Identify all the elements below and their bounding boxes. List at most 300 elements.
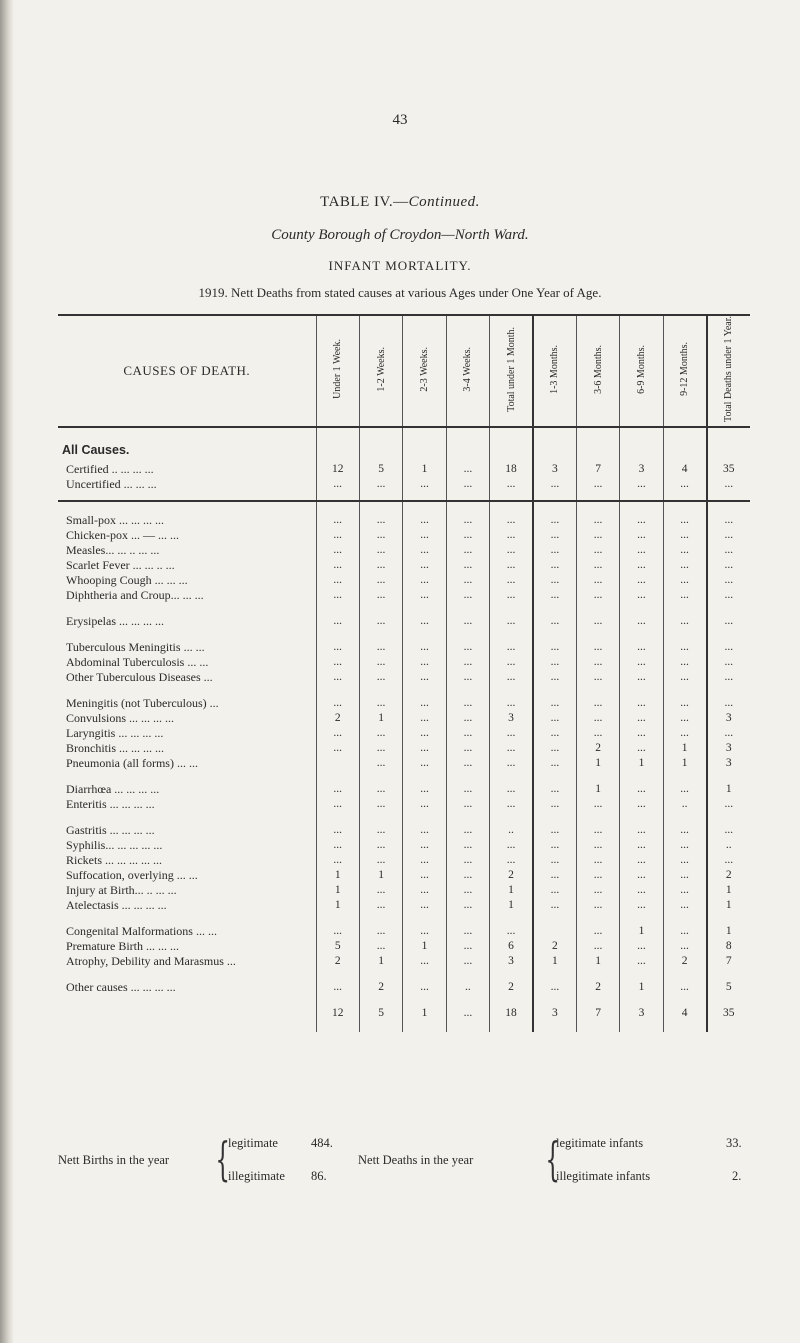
table-row [58, 655, 750, 670]
value-cell: 2 [576, 980, 619, 995]
table-row [58, 670, 750, 685]
value-cell: ... [490, 838, 533, 853]
cause-label: Premature Birth ... ... ... [66, 938, 179, 953]
value-cell: ... [576, 883, 619, 898]
value-cell: ... [707, 640, 750, 655]
table-row [58, 543, 750, 558]
value-cell: ... [403, 726, 446, 741]
cause-label: Syphilis... ... ... ... ... [66, 837, 163, 852]
value-cell: 1 [533, 954, 576, 969]
value-cell: ... [663, 558, 706, 573]
value-cell: ... [620, 528, 663, 543]
value-cell: ... [490, 640, 533, 655]
page-number: 43 [392, 112, 408, 128]
table-note: 1919. Nett Deaths from stated causes at various Ages under One Year of Age. [198, 285, 602, 300]
value-cell: ... [490, 853, 533, 868]
illegitimate-births-label: illegitimate [228, 1169, 285, 1183]
value-cell: ... [663, 640, 706, 655]
value-cell: ... [490, 558, 533, 573]
value-cell: 5 [707, 980, 750, 995]
value-cell: 1 [576, 954, 619, 969]
value-cell: ... [403, 980, 446, 995]
value-cell: ... [576, 924, 619, 939]
value-cell: 1 [490, 898, 533, 913]
section-divider [58, 492, 750, 501]
cause-label: Scarlet Fever ... ... .. ... [66, 557, 175, 572]
cause-label: Gastritis ... ... ... ... [66, 822, 155, 837]
value-cell: ... [707, 573, 750, 588]
value-cell: ... [707, 726, 750, 741]
value-cell: 1 [316, 883, 359, 898]
value-cell: ... [403, 711, 446, 726]
value-cell: 1 [359, 711, 402, 726]
spacer-row [58, 812, 750, 823]
value-cell: ... [620, 823, 663, 838]
value-cell: ... [446, 756, 489, 771]
spacer-row [58, 969, 750, 980]
table-title [0, 194, 800, 211]
value-cell: ... [576, 573, 619, 588]
cause-label: Laryngitis ... ... ... ... [66, 725, 164, 740]
value-cell: ... [446, 868, 489, 883]
spacer-row [58, 995, 750, 1006]
table-row [58, 939, 750, 954]
value-cell: ... [533, 558, 576, 573]
value-cell: 1 [576, 782, 619, 797]
table-row [58, 640, 750, 655]
table-row [58, 528, 750, 543]
value-cell: ... [620, 898, 663, 913]
cause-label: Congenital Malformations ... ... [66, 923, 217, 938]
cause-label: Measles... ... .. ... ... [66, 542, 160, 557]
cause-label: Erysipelas ... ... ... ... [66, 613, 164, 628]
value-cell: 18 [490, 1006, 533, 1021]
value-cell: ... [446, 711, 489, 726]
value-cell: ... [533, 883, 576, 898]
table-row [58, 782, 750, 797]
value-cell: 3 [490, 954, 533, 969]
value-cell: ... [663, 726, 706, 741]
value-cell: ... [707, 696, 750, 711]
value-cell: ... [663, 588, 706, 603]
value-cell: ... [316, 726, 359, 741]
value-cell: ... [446, 823, 489, 838]
illegitimate-infant-deaths-value: 2. [732, 1169, 742, 1183]
column-header-age: 2-3 Weeks. [403, 315, 446, 427]
table-row [58, 726, 750, 741]
value-cell: ... [403, 838, 446, 853]
table-row [58, 756, 750, 771]
table-row [58, 513, 750, 528]
value-cell: ... [620, 573, 663, 588]
value-cell: 12 [316, 462, 359, 477]
value-cell: ... [663, 528, 706, 543]
value-cell: ... [620, 655, 663, 670]
value-cell: ... [663, 696, 706, 711]
value-cell: ... [533, 696, 576, 711]
value-cell: ... [316, 670, 359, 685]
illegitimate-infant-deaths-label: illegitimate infants [556, 1169, 651, 1183]
value-cell: ... [490, 573, 533, 588]
value-cell: ... [533, 823, 576, 838]
value-cell: ... [576, 640, 619, 655]
value-cell: ... [403, 696, 446, 711]
value-cell: ... [707, 543, 750, 558]
value-cell: 1 [403, 1006, 446, 1021]
value-cell: ... [446, 573, 489, 588]
value-cell: ... [359, 741, 402, 756]
cause-label: Small-pox ... ... ... ... [66, 512, 164, 527]
value-cell: 1 [663, 741, 706, 756]
value-cell: 2 [316, 954, 359, 969]
value-cell: ... [359, 558, 402, 573]
value-cell: ... [533, 513, 576, 528]
value-cell: 5 [316, 939, 359, 954]
value-cell: ... [663, 823, 706, 838]
value-cell: ... [663, 614, 706, 629]
value-cell: 4 [663, 462, 706, 477]
value-cell: ... [446, 462, 489, 477]
value-cell: ... [316, 477, 359, 492]
value-cell: ... [533, 838, 576, 853]
column-header-age: Under 1 Week. [316, 315, 359, 427]
value-cell: ... [533, 756, 576, 771]
births-deaths-summary [58, 1132, 758, 1186]
value-cell: ... [490, 726, 533, 741]
value-cell: ... [490, 924, 533, 939]
value-cell: ... [620, 797, 663, 812]
value-cell: 1 [359, 868, 402, 883]
column-header-age: 3-6 Months. [576, 315, 619, 427]
value-cell: ... [576, 696, 619, 711]
brace-icon: { [545, 1132, 560, 1186]
value-cell: ... [707, 853, 750, 868]
value-cell: 18 [490, 462, 533, 477]
table-heading: INFANT MORTALITY. [328, 258, 472, 273]
spacer-row [58, 913, 750, 924]
cause-label: Suffocation, overlying ... ... [66, 867, 198, 882]
value-cell: ... [576, 655, 619, 670]
table-row [58, 462, 750, 477]
value-cell: ... [533, 782, 576, 797]
value-cell: .. [446, 980, 489, 995]
legitimate-infant-deaths-value: 33. [726, 1136, 742, 1150]
value-cell: ... [316, 797, 359, 812]
value-cell: ... [533, 614, 576, 629]
value-cell: ... [446, 838, 489, 853]
value-cell: .. [663, 797, 706, 812]
value-cell: 1 [620, 756, 663, 771]
value-cell: ... [446, 696, 489, 711]
value-cell: ... [359, 614, 402, 629]
value-cell: 2 [490, 868, 533, 883]
value-cell: 1 [707, 924, 750, 939]
totals-label [58, 1006, 316, 1021]
column-header-total: Total Deaths under 1 Year. [707, 315, 750, 427]
table-row [58, 588, 750, 603]
value-cell: ... [663, 573, 706, 588]
value-cell: ... [316, 528, 359, 543]
value-cell: ... [359, 853, 402, 868]
value-cell: 8 [707, 939, 750, 954]
value-cell: ... [316, 838, 359, 853]
value-cell: ... [663, 711, 706, 726]
cause-label: Atrophy, Debility and Marasmus ... [66, 953, 236, 968]
value-cell: ... [576, 543, 619, 558]
value-cell: ... [446, 782, 489, 797]
value-cell: 1 [707, 883, 750, 898]
value-cell: ... [533, 655, 576, 670]
value-cell: ... [576, 477, 619, 492]
value-cell: ... [620, 883, 663, 898]
value-cell: ... [663, 883, 706, 898]
value-cell: 7 [576, 1006, 619, 1021]
value-cell: ... [403, 782, 446, 797]
value-cell: ... [359, 670, 402, 685]
value-cell: ... [490, 670, 533, 685]
value-cell: ... [576, 823, 619, 838]
value-cell: ... [359, 696, 402, 711]
value-cell: ... [620, 513, 663, 528]
value-cell: 3 [707, 741, 750, 756]
table-row [58, 711, 750, 726]
legitimate-births-label: legitimate [228, 1136, 278, 1150]
value-cell: ... [359, 528, 402, 543]
value-cell: ... [446, 528, 489, 543]
value-cell: 1 [316, 868, 359, 883]
value-cell: 5 [359, 1006, 402, 1021]
births-label: Nett Births in the year [58, 1153, 170, 1167]
value-cell: ... [403, 924, 446, 939]
value-cell: ... [446, 614, 489, 629]
value-cell: ... [316, 543, 359, 558]
value-cell: ... [490, 696, 533, 711]
value-cell: ... [316, 696, 359, 711]
value-cell: ... [403, 614, 446, 629]
value-cell: ... [403, 543, 446, 558]
cause-label: Meningitis (not Tuberculous) ... [66, 695, 219, 710]
table-row [58, 477, 750, 492]
value-cell: ... [446, 853, 489, 868]
value-cell: ... [490, 513, 533, 528]
value-cell: ... [620, 868, 663, 883]
value-cell: ... [359, 588, 402, 603]
value-cell: ... [490, 477, 533, 492]
value-cell: 1 [316, 898, 359, 913]
value-cell: 3 [707, 756, 750, 771]
value-cell: ... [359, 823, 402, 838]
value-cell: 7 [576, 462, 619, 477]
value-cell: 6 [490, 939, 533, 954]
value-cell: ... [446, 655, 489, 670]
value-cell: ... [316, 853, 359, 868]
value-cell: ... [403, 477, 446, 492]
value-cell: 1 [490, 883, 533, 898]
value-cell: ... [403, 756, 446, 771]
brace-icon: { [215, 1132, 230, 1186]
table-row [58, 797, 750, 812]
section-label: All Causes. [62, 443, 130, 458]
value-cell: ... [359, 782, 402, 797]
legitimate-births-value: 484. [311, 1136, 333, 1150]
value-cell: 1 [620, 980, 663, 995]
value-cell: ... [620, 558, 663, 573]
value-cell: ... [359, 543, 402, 558]
value-cell: ... [446, 588, 489, 603]
table-row [58, 883, 750, 898]
value-cell: ... [707, 588, 750, 603]
value-cell: ... [576, 838, 619, 853]
table-row [58, 868, 750, 883]
value-cell: ... [663, 868, 706, 883]
table-subtitle: County Borough of Croydon—North Ward. [271, 227, 529, 243]
value-cell: 4 [663, 1006, 706, 1021]
value-cell: ... [446, 670, 489, 685]
value-cell: 3 [490, 711, 533, 726]
value-cell [316, 756, 359, 771]
value-cell: ... [316, 573, 359, 588]
value-cell: ... [620, 939, 663, 954]
value-cell: ... [663, 898, 706, 913]
value-cell: ... [359, 573, 402, 588]
value-cell: ... [316, 823, 359, 838]
value-cell: ... [359, 640, 402, 655]
table-row [58, 853, 750, 868]
value-cell: ... [403, 573, 446, 588]
value-cell: ... [490, 655, 533, 670]
value-cell: ... [403, 868, 446, 883]
value-cell: ... [490, 782, 533, 797]
cause-label: Bronchitis ... ... ... ... [66, 740, 164, 755]
legitimate-infant-deaths-label: legitimate infants [556, 1136, 644, 1150]
value-cell: ... [663, 782, 706, 797]
value-cell: ... [620, 588, 663, 603]
value-cell: ... [403, 898, 446, 913]
value-cell: 5 [359, 462, 402, 477]
value-cell: ... [620, 477, 663, 492]
value-cell: ... [707, 655, 750, 670]
table-row [58, 614, 750, 629]
value-cell: ... [359, 939, 402, 954]
value-cell: ... [490, 588, 533, 603]
value-cell: ... [316, 588, 359, 603]
deaths-label: Nett Deaths in the year [358, 1153, 474, 1167]
value-cell: 1 [403, 462, 446, 477]
infant-mortality-table-container [58, 314, 750, 1032]
value-cell: ... [316, 980, 359, 995]
value-cell: ... [316, 513, 359, 528]
value-cell: ... [316, 655, 359, 670]
table-title-prefix: TABLE IV.— [320, 194, 409, 210]
value-cell: ... [707, 558, 750, 573]
table-row [58, 924, 750, 939]
value-cell: ... [533, 528, 576, 543]
value-cell: ... [446, 513, 489, 528]
value-cell: ... [663, 655, 706, 670]
value-cell: ... [533, 898, 576, 913]
cause-label: Convulsions ... ... ... ... [66, 710, 175, 725]
value-cell: ... [620, 726, 663, 741]
value-cell: 12 [316, 1006, 359, 1021]
value-cell: ... [446, 924, 489, 939]
value-cell: ... [663, 513, 706, 528]
value-cell: 1 [576, 756, 619, 771]
cause-label: Diarrhœa ... ... ... ... [66, 781, 160, 796]
value-cell: .. [707, 838, 750, 853]
value-cell: 3 [533, 462, 576, 477]
value-cell: ... [620, 543, 663, 558]
value-cell: 1 [663, 756, 706, 771]
value-cell: ... [533, 980, 576, 995]
value-cell: ... [620, 640, 663, 655]
value-cell: ... [359, 797, 402, 812]
value-cell: ... [316, 640, 359, 655]
cause-label: Rickets ... ... ... ... ... [66, 852, 162, 867]
value-cell: ... [403, 823, 446, 838]
value-cell: 3 [620, 1006, 663, 1021]
cause-label: Injury at Birth... .. ... ... [66, 882, 177, 897]
value-cell: ... [533, 588, 576, 603]
cause-label: Chicken-pox ... — ... ... [66, 527, 179, 542]
value-cell: 1 [403, 939, 446, 954]
value-cell: ... [533, 726, 576, 741]
value-cell: ... [663, 477, 706, 492]
value-cell: 1 [359, 954, 402, 969]
value-cell: ... [316, 782, 359, 797]
value-cell: ... [663, 980, 706, 995]
value-cell: ... [533, 477, 576, 492]
value-cell: ... [576, 614, 619, 629]
value-cell: ... [490, 797, 533, 812]
value-cell: ... [403, 640, 446, 655]
value-cell: 3 [533, 1006, 576, 1021]
value-cell: ... [620, 853, 663, 868]
value-cell: ... [359, 513, 402, 528]
value-cell: ... [707, 477, 750, 492]
value-cell: ... [707, 513, 750, 528]
value-cell: 2 [663, 954, 706, 969]
value-cell: ... [620, 711, 663, 726]
table-row [58, 823, 750, 838]
value-cell: ... [359, 838, 402, 853]
value-cell: ... [576, 939, 619, 954]
column-header-age: 3-4 Weeks. [446, 315, 489, 427]
table-row [58, 741, 750, 756]
value-cell: ... [620, 838, 663, 853]
column-header-cause: CAUSES OF DEATH. [58, 315, 316, 427]
value-cell: ... [663, 853, 706, 868]
value-cell: 35 [707, 462, 750, 477]
value-cell: ... [576, 868, 619, 883]
value-cell: ... [576, 670, 619, 685]
value-cell: ... [576, 711, 619, 726]
value-cell: 2 [490, 980, 533, 995]
value-cell: ... [576, 513, 619, 528]
cause-label: Enteritis ... ... ... ... [66, 796, 155, 811]
value-cell: ... [707, 670, 750, 685]
value-cell: ... [359, 655, 402, 670]
value-cell: ... [359, 924, 402, 939]
cause-label: Other Tuberculous Diseases ... [66, 669, 213, 684]
value-cell: ... [663, 924, 706, 939]
value-cell: ... [533, 868, 576, 883]
value-cell: ... [403, 655, 446, 670]
table-row [58, 558, 750, 573]
value-cell: ... [316, 558, 359, 573]
value-cell: ... [403, 558, 446, 573]
value-cell: ... [446, 543, 489, 558]
cause-label: Diphtheria and Croup... ... ... [66, 587, 204, 602]
